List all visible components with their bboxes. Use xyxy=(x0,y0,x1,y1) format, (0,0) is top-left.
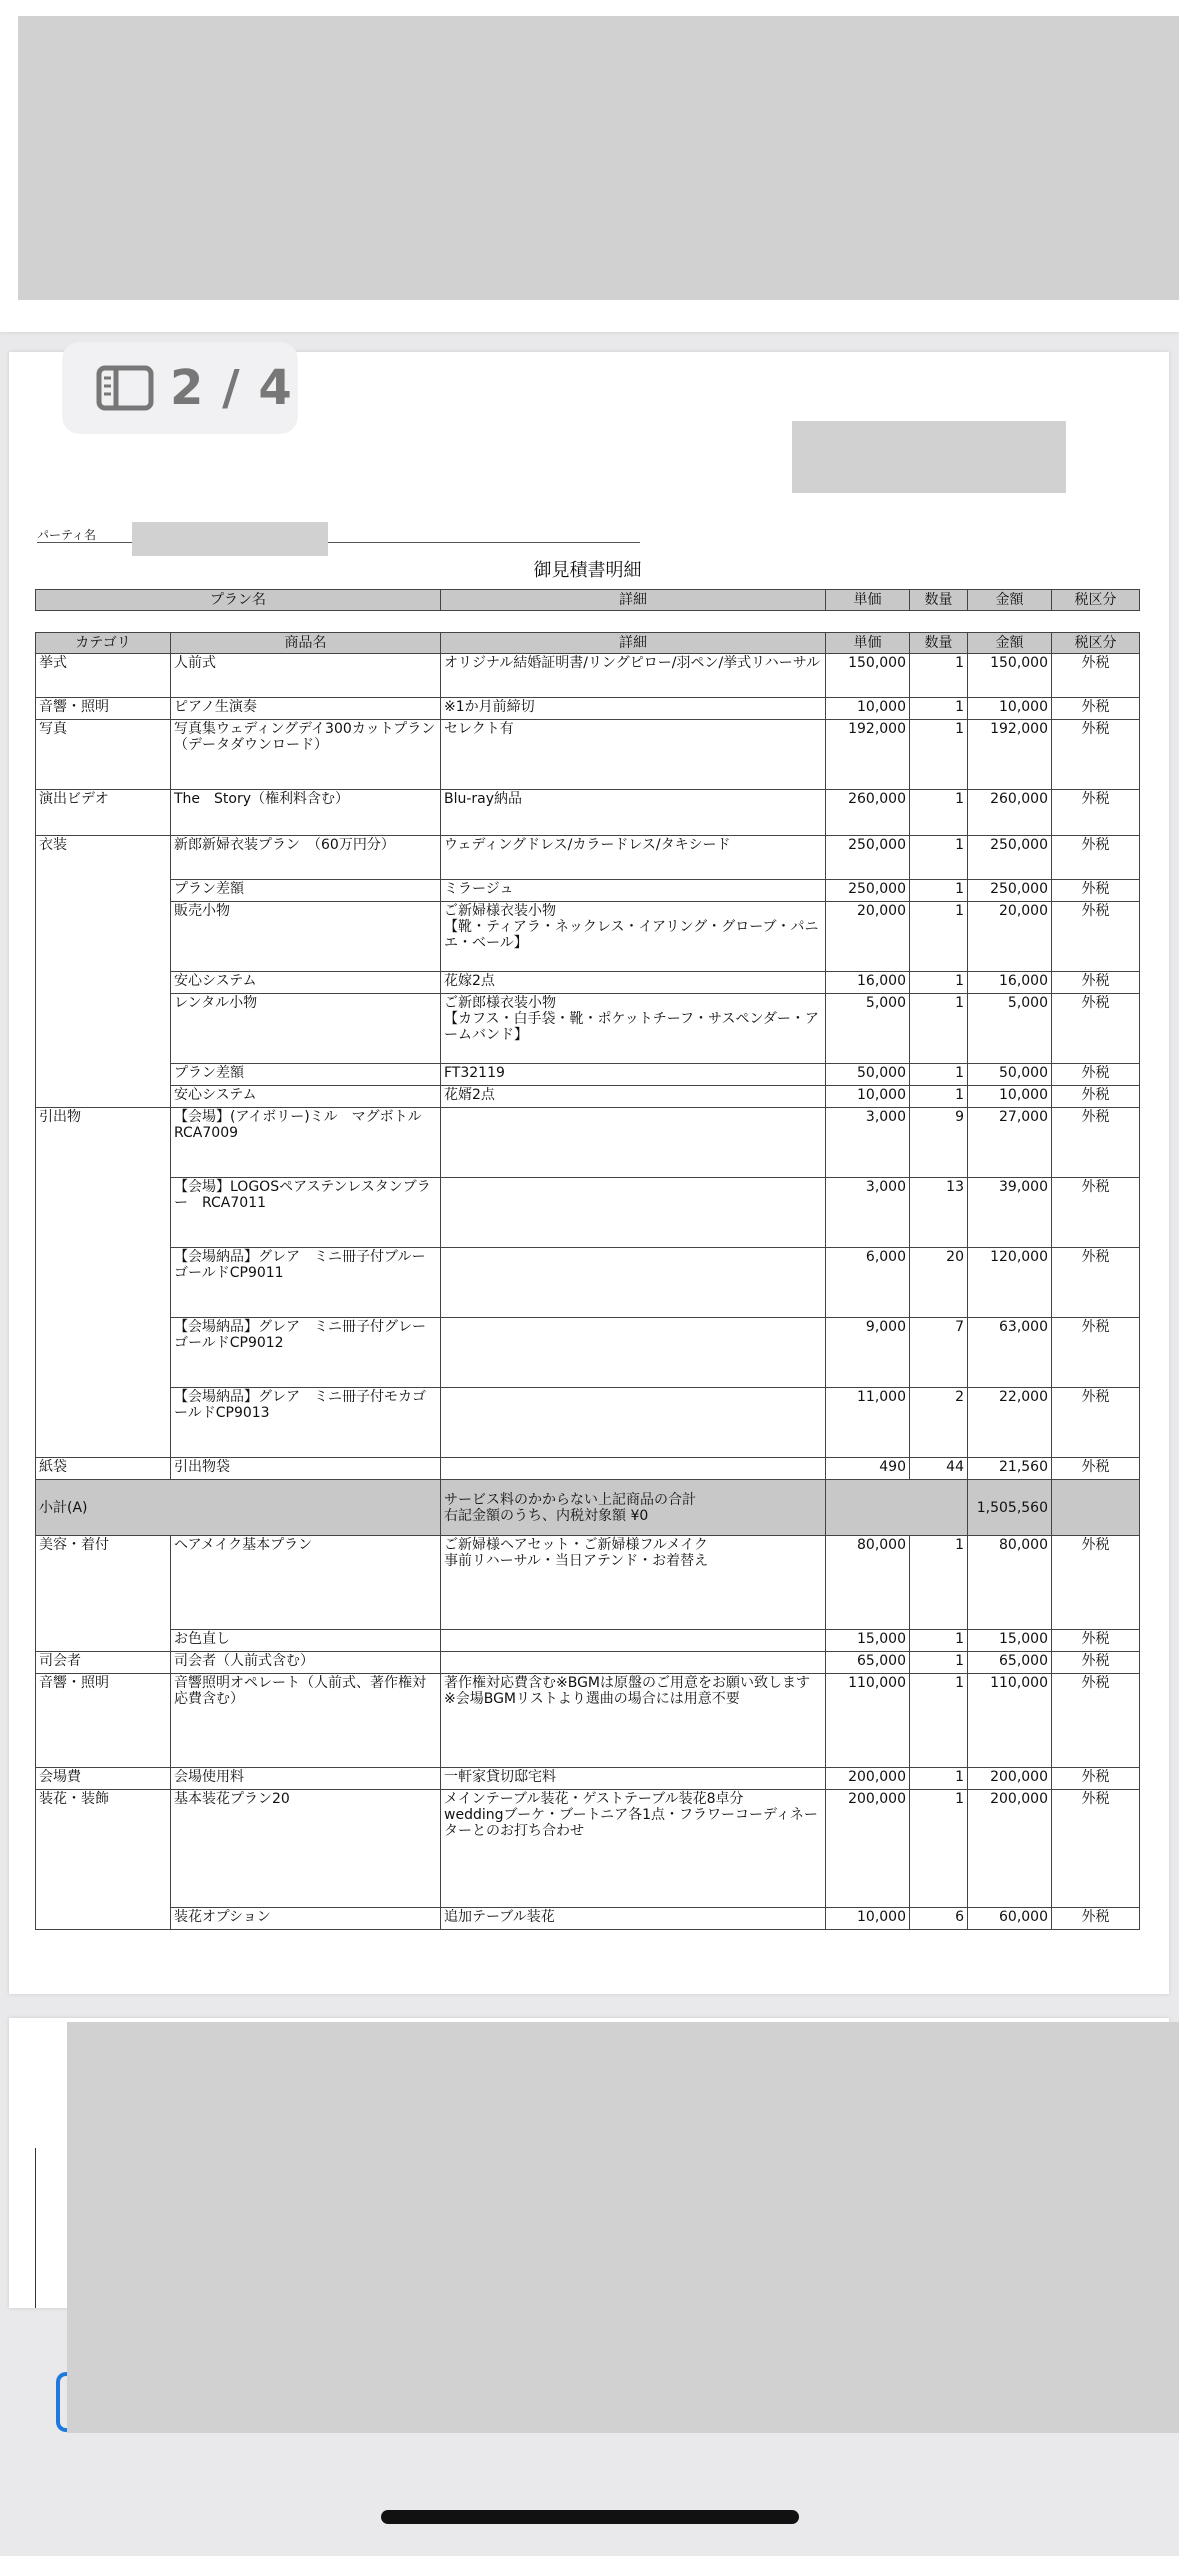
tax-cell: 外税 xyxy=(1052,654,1140,698)
table-row xyxy=(36,1458,1140,1480)
detail-cell: ミラージュ xyxy=(441,880,826,902)
quantity-cell: 1 xyxy=(910,1630,968,1652)
detail-cell: ※1か月前締切 xyxy=(441,698,826,720)
unit-price-cell: 11,000 xyxy=(826,1388,910,1458)
col-detail: 詳細 xyxy=(441,633,826,654)
product-name-cell: 引出物袋 xyxy=(171,1458,441,1480)
tax-cell: 外税 xyxy=(1052,698,1140,720)
home-indicator[interactable] xyxy=(381,2510,799,2524)
tax-cell: 外税 xyxy=(1052,1630,1140,1652)
unit-price-cell: 200,000 xyxy=(826,1790,910,1908)
detail-cell: Blu-ray納品 xyxy=(441,790,826,836)
quantity-cell: 6 xyxy=(910,1908,968,1930)
category-cell xyxy=(36,972,171,994)
redacted-block xyxy=(18,16,1179,300)
amount-cell: 5,000 xyxy=(968,994,1052,1064)
unit-price-cell: 6,000 xyxy=(826,1248,910,1318)
col-quantity: 数量 xyxy=(910,590,968,611)
amount-cell: 200,000 xyxy=(968,1790,1052,1908)
detail-cell xyxy=(441,1108,826,1178)
unit-price-cell: 10,000 xyxy=(826,1908,910,1930)
tax-cell: 外税 xyxy=(1052,1768,1140,1790)
table-row xyxy=(36,1630,1140,1652)
amount-cell: 16,000 xyxy=(968,972,1052,994)
quantity-cell: 1 xyxy=(910,836,968,880)
table-row xyxy=(36,1908,1140,1930)
party-name-line xyxy=(37,542,640,543)
product-name-cell: ヘアメイク基本プラン xyxy=(171,1536,441,1630)
amount-cell: 60,000 xyxy=(968,1908,1052,1930)
tax-cell: 外税 xyxy=(1052,1790,1140,1908)
quantity-cell: 9 xyxy=(910,1108,968,1178)
amount-cell: 80,000 xyxy=(968,1536,1052,1630)
unit-price-cell: 260,000 xyxy=(826,790,910,836)
quantity-cell: 1 xyxy=(910,902,968,972)
product-name-cell: プラン差額 xyxy=(171,880,441,902)
table-row xyxy=(36,790,1140,836)
table-row xyxy=(36,1064,1140,1086)
tax-cell: 外税 xyxy=(1052,1248,1140,1318)
tax-cell: 外税 xyxy=(1052,1908,1140,1930)
amount-cell: 10,000 xyxy=(968,698,1052,720)
product-name-cell: 音響照明オペレート（人前式、著作権対応費含む） xyxy=(171,1674,441,1768)
product-name-cell: お色直し xyxy=(171,1630,441,1652)
table-row xyxy=(36,836,1140,880)
page-edge-line xyxy=(35,2148,36,2308)
product-name-cell: 安心システム xyxy=(171,972,441,994)
table-row xyxy=(36,1536,1140,1630)
amount-cell: 50,000 xyxy=(968,1064,1052,1086)
category-cell xyxy=(36,902,171,972)
amount-cell: 63,000 xyxy=(968,1318,1052,1388)
amount-cell: 39,000 xyxy=(968,1178,1052,1248)
table-row xyxy=(36,1652,1140,1674)
tax-cell: 外税 xyxy=(1052,994,1140,1064)
detail-cell: メインテーブル装花・ゲストテーブル装花8卓分 weddingブーケ・ブートニア各1点・フラワーコーディネーターとのお打ち合わせ xyxy=(441,1790,826,1908)
detail-cell: 花婿2点 xyxy=(441,1086,826,1108)
product-name-cell: The Story（権利料含む） xyxy=(171,790,441,836)
category-cell xyxy=(36,1388,171,1458)
col-quantity: 数量 xyxy=(910,633,968,654)
tax-cell: 外税 xyxy=(1052,972,1140,994)
page-indicator-label: 2 / 4 xyxy=(170,360,293,416)
quantity-cell: 1 xyxy=(910,698,968,720)
unit-price-cell: 250,000 xyxy=(826,836,910,880)
amount-cell: 200,000 xyxy=(968,1768,1052,1790)
tax-cell: 外税 xyxy=(1052,1458,1140,1480)
amount-cell: 260,000 xyxy=(968,790,1052,836)
amount-cell: 120,000 xyxy=(968,1248,1052,1318)
detail-cell: FT32119 xyxy=(441,1064,826,1086)
col-product-name: 商品名 xyxy=(171,633,441,654)
quantity-cell: 1 xyxy=(910,1536,968,1630)
quantity-cell: 2 xyxy=(910,1388,968,1458)
tax-cell: 外税 xyxy=(1052,1108,1140,1178)
plan-table xyxy=(35,589,1140,611)
table-row xyxy=(36,654,1140,698)
product-name-cell: 【会場】(アイボリー)ミル マグボトル RCA7009 xyxy=(171,1108,441,1178)
table-row xyxy=(36,1790,1140,1908)
unit-price-cell: 50,000 xyxy=(826,1064,910,1086)
detail-cell: ご新婦様ヘアセット・ご新婦様フルメイク 事前リハーサル・当日アテンド・お着替え xyxy=(441,1536,826,1630)
quantity-cell: 1 xyxy=(910,880,968,902)
amount-cell: 27,000 xyxy=(968,1108,1052,1178)
empty-cell xyxy=(826,1480,968,1536)
col-amount: 金額 xyxy=(968,590,1052,611)
table-row xyxy=(36,1108,1140,1178)
product-name-cell: 会場使用料 xyxy=(171,1768,441,1790)
detail-cell xyxy=(441,1388,826,1458)
amount-cell: 15,000 xyxy=(968,1630,1052,1652)
table-row xyxy=(36,1248,1140,1318)
category-cell xyxy=(36,1630,171,1652)
col-unit-price: 単価 xyxy=(826,590,910,611)
quantity-cell: 1 xyxy=(910,1064,968,1086)
tax-cell: 外税 xyxy=(1052,902,1140,972)
product-name-cell: 【会場納品】グレア ミニ冊子付モカゴールドCP9013 xyxy=(171,1388,441,1458)
amount-cell: 21,560 xyxy=(968,1458,1052,1480)
redacted-block xyxy=(132,522,328,556)
amount-cell: 10,000 xyxy=(968,1086,1052,1108)
table-row xyxy=(36,880,1140,902)
quantity-cell: 1 xyxy=(910,1674,968,1768)
table-row xyxy=(36,1388,1140,1458)
party-name-label: パーティ名 xyxy=(37,528,97,542)
unit-price-cell: 15,000 xyxy=(826,1630,910,1652)
col-unit-price: 単価 xyxy=(826,633,910,654)
category-cell xyxy=(36,880,171,902)
detail-cell: ウェディングドレス/カラードレス/タキシード xyxy=(441,836,826,880)
col-category: カテゴリ xyxy=(36,633,171,654)
detail-cell: 花嫁2点 xyxy=(441,972,826,994)
product-name-cell: 【会場納品】グレア ミニ冊子付グレーゴールドCP9012 xyxy=(171,1318,441,1388)
subtotal-amount: 1,505,560 xyxy=(968,1480,1052,1536)
category-cell: 音響・照明 xyxy=(36,698,171,720)
product-name-cell: 【会場】LOGOSペアステンレスタンブラー RCA7011 xyxy=(171,1178,441,1248)
quantity-cell: 1 xyxy=(910,1790,968,1908)
category-cell xyxy=(36,1178,171,1248)
table-row xyxy=(36,720,1140,790)
product-name-cell: レンタル小物 xyxy=(171,994,441,1064)
category-cell: 美容・着付 xyxy=(36,1536,171,1630)
detail-cell: オリジナル結婚証明書/リングピロー/羽ペン/挙式リハーサル xyxy=(441,654,826,698)
unit-price-cell: 200,000 xyxy=(826,1768,910,1790)
col-tax: 税区分 xyxy=(1052,633,1140,654)
tax-cell: 外税 xyxy=(1052,880,1140,902)
table-row xyxy=(36,1086,1140,1108)
tax-cell: 外税 xyxy=(1052,1086,1140,1108)
quantity-cell: 1 xyxy=(910,720,968,790)
quantity-cell: 20 xyxy=(910,1248,968,1318)
unit-price-cell: 80,000 xyxy=(826,1536,910,1630)
product-name-cell: 人前式 xyxy=(171,654,441,698)
category-cell xyxy=(36,1908,171,1930)
product-name-cell: 販売小物 xyxy=(171,902,441,972)
product-name-cell: 写真集ウェディングデイ300カットプラン（データダウンロード） xyxy=(171,720,441,790)
col-amount: 金額 xyxy=(968,633,1052,654)
page-indicator[interactable] xyxy=(62,342,298,434)
estimate-table xyxy=(35,632,1140,1930)
redacted-block xyxy=(792,421,1066,493)
tax-cell: 外税 xyxy=(1052,836,1140,880)
detail-cell: 追加テーブル装花 xyxy=(441,1908,826,1930)
quantity-cell: 13 xyxy=(910,1178,968,1248)
product-name-cell: ピアノ生演奏 xyxy=(171,698,441,720)
quantity-cell: 7 xyxy=(910,1318,968,1388)
sidebar-icon xyxy=(96,365,154,411)
col-detail: 詳細 xyxy=(441,590,826,611)
amount-cell: 150,000 xyxy=(968,654,1052,698)
category-cell: 挙式 xyxy=(36,654,171,698)
category-cell xyxy=(36,1064,171,1086)
quantity-cell: 1 xyxy=(910,1086,968,1108)
unit-price-cell: 150,000 xyxy=(826,654,910,698)
table-row xyxy=(36,698,1140,720)
table-row xyxy=(36,1768,1140,1790)
quantity-cell: 1 xyxy=(910,972,968,994)
detail-cell: 著作権対応費含む※BGMは原盤のご用意をお願い致します ※会場BGMリストより選曲の場合には用意不要 xyxy=(441,1674,826,1768)
table-row xyxy=(36,1178,1140,1248)
tax-cell: 外税 xyxy=(1052,1064,1140,1086)
amount-cell: 250,000 xyxy=(968,836,1052,880)
product-name-cell: 司会者（人前式含む） xyxy=(171,1652,441,1674)
quantity-cell: 1 xyxy=(910,790,968,836)
category-cell: 演出ビデオ xyxy=(36,790,171,836)
tax-cell: 外税 xyxy=(1052,1652,1140,1674)
tax-cell: 外税 xyxy=(1052,1178,1140,1248)
col-tax: 税区分 xyxy=(1052,590,1140,611)
amount-cell: 20,000 xyxy=(968,902,1052,972)
detail-cell xyxy=(441,1652,826,1674)
unit-price-cell: 490 xyxy=(826,1458,910,1480)
tax-cell: 外税 xyxy=(1052,1674,1140,1768)
product-name-cell: 安心システム xyxy=(171,1086,441,1108)
category-cell xyxy=(36,1318,171,1388)
detail-cell xyxy=(441,1458,826,1480)
category-cell: 衣装 xyxy=(36,836,171,880)
unit-price-cell: 192,000 xyxy=(826,720,910,790)
product-name-cell: 装花オプション xyxy=(171,1908,441,1930)
redacted-block xyxy=(67,2022,1179,2433)
quantity-cell: 44 xyxy=(910,1458,968,1480)
amount-cell: 65,000 xyxy=(968,1652,1052,1674)
quantity-cell: 1 xyxy=(910,1768,968,1790)
product-name-cell: 【会場納品】グレア ミニ冊子付ブルーゴールドCP9011 xyxy=(171,1248,441,1318)
category-cell: 司会者 xyxy=(36,1652,171,1674)
detail-cell: セレクト有 xyxy=(441,720,826,790)
detail-cell xyxy=(441,1318,826,1388)
quantity-cell: 1 xyxy=(910,1652,968,1674)
unit-price-cell: 65,000 xyxy=(826,1652,910,1674)
plan-header-row xyxy=(36,590,1140,611)
detail-cell xyxy=(441,1630,826,1652)
table-row xyxy=(36,1674,1140,1768)
unit-price-cell: 20,000 xyxy=(826,902,910,972)
table-header-row xyxy=(36,633,1140,654)
detail-cell: ご新婦様衣装小物 【靴・ティアラ・ネックレス・イアリング・グローブ・パニエ・ベール】 xyxy=(441,902,826,972)
detail-cell xyxy=(441,1178,826,1248)
table-row xyxy=(36,972,1140,994)
product-name-cell: 新郎新婦衣装プラン （60万円分） xyxy=(171,836,441,880)
unit-price-cell: 9,000 xyxy=(826,1318,910,1388)
unit-price-cell: 3,000 xyxy=(826,1178,910,1248)
detail-cell xyxy=(441,1248,826,1318)
col-plan-name: プラン名 xyxy=(36,590,441,611)
subtotal-row xyxy=(36,1480,1140,1536)
tax-cell: 外税 xyxy=(1052,1388,1140,1458)
unit-price-cell: 10,000 xyxy=(826,698,910,720)
tax-cell: 外税 xyxy=(1052,790,1140,836)
table-row xyxy=(36,1318,1140,1388)
empty-cell xyxy=(1052,1480,1140,1536)
category-cell: 紙袋 xyxy=(36,1458,171,1480)
tax-cell: 外税 xyxy=(1052,1318,1140,1388)
quantity-cell: 1 xyxy=(910,654,968,698)
unit-price-cell: 250,000 xyxy=(826,880,910,902)
tax-cell: 外税 xyxy=(1052,720,1140,790)
amount-cell: 110,000 xyxy=(968,1674,1052,1768)
tax-cell: 外税 xyxy=(1052,1536,1140,1630)
unit-price-cell: 3,000 xyxy=(826,1108,910,1178)
document-title: 御見積書明細 xyxy=(533,560,642,581)
detail-cell: 一軒家貸切邸宅料 xyxy=(441,1768,826,1790)
category-cell xyxy=(36,994,171,1064)
table-row xyxy=(36,902,1140,972)
category-cell: 音響・照明 xyxy=(36,1674,171,1768)
subtotal-label: 小計(A) xyxy=(36,1480,441,1536)
unit-price-cell: 110,000 xyxy=(826,1674,910,1768)
category-cell xyxy=(36,1086,171,1108)
unit-price-cell: 10,000 xyxy=(826,1086,910,1108)
category-cell: 会場費 xyxy=(36,1768,171,1790)
table-row xyxy=(36,994,1140,1064)
category-cell: 装花・装飾 xyxy=(36,1790,171,1908)
amount-cell: 250,000 xyxy=(968,880,1052,902)
product-name-cell: 基本装花プラン20 xyxy=(171,1790,441,1908)
subtotal-detail: サービス料のかからない上記商品の合計 右記金額のうち、内税対象額 ¥0 xyxy=(441,1480,826,1536)
detail-cell: ご新郎様衣装小物 【カフス・白手袋・靴・ポケットチーフ・サスペンダー・アームバンド】 xyxy=(441,994,826,1064)
product-name-cell: プラン差額 xyxy=(171,1064,441,1086)
category-cell xyxy=(36,1248,171,1318)
amount-cell: 192,000 xyxy=(968,720,1052,790)
category-cell: 写真 xyxy=(36,720,171,790)
quantity-cell: 1 xyxy=(910,994,968,1064)
unit-price-cell: 16,000 xyxy=(826,972,910,994)
amount-cell: 22,000 xyxy=(968,1388,1052,1458)
category-cell: 引出物 xyxy=(36,1108,171,1178)
unit-price-cell: 5,000 xyxy=(826,994,910,1064)
